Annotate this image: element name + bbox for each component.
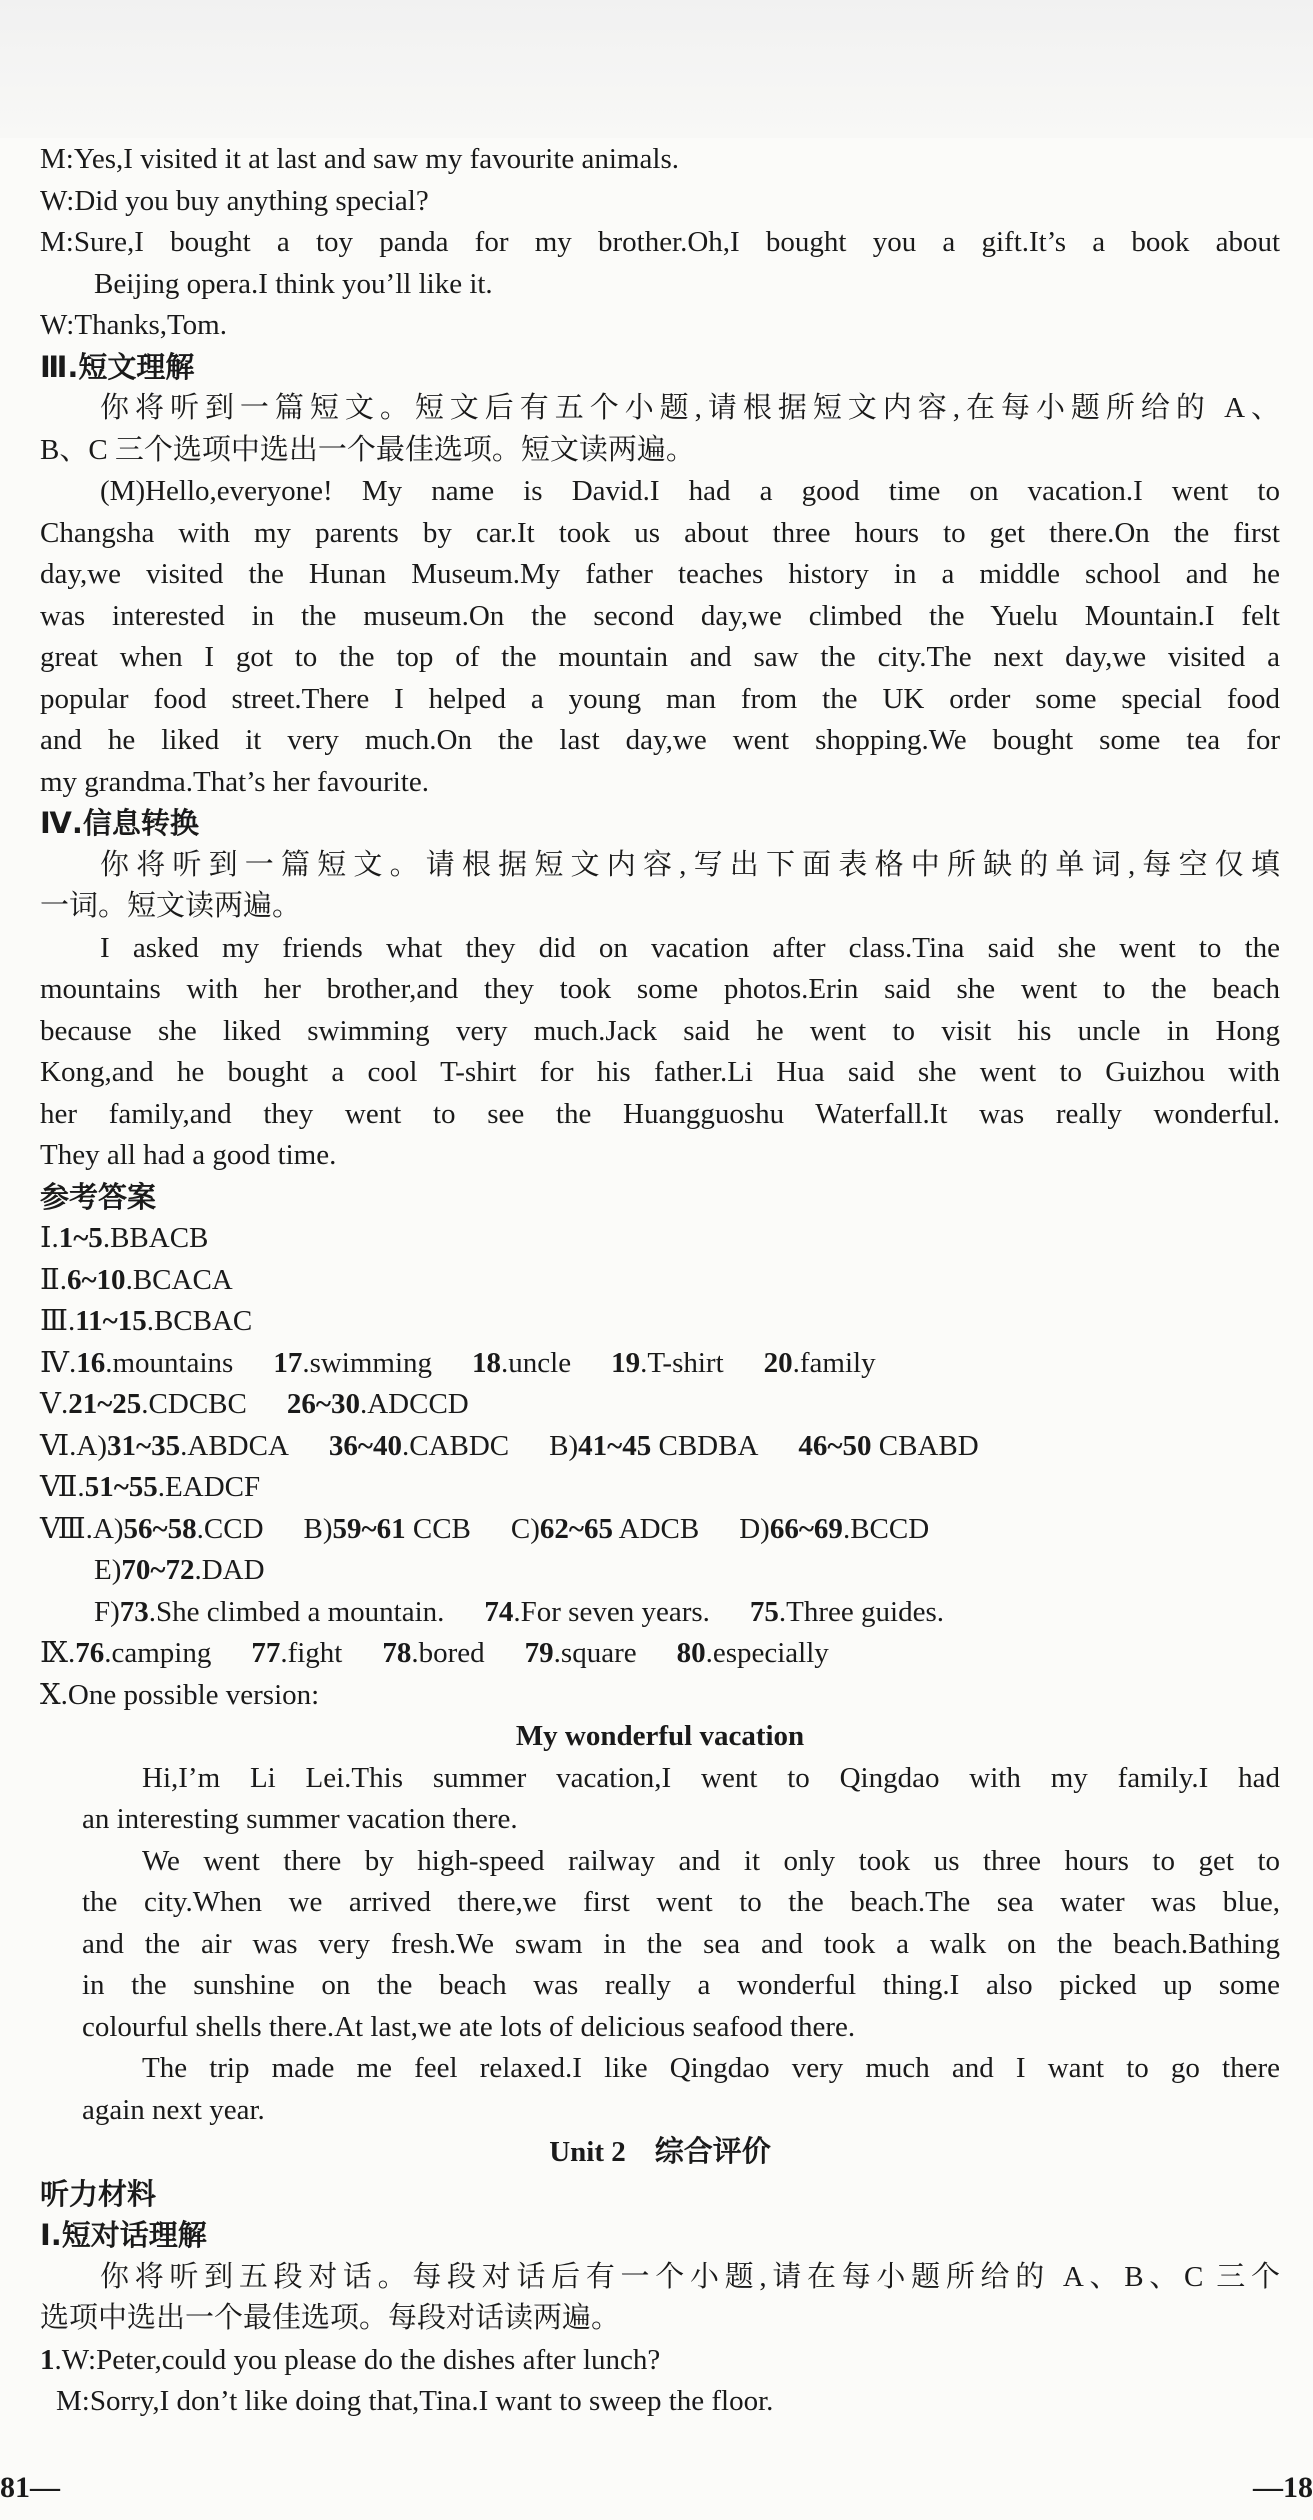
section-heading: Ⅲ.短文理解: [40, 349, 195, 384]
answer-key: [40, 1177, 1280, 1717]
essay-title: My wonderful vacation: [515, 1720, 805, 1752]
dialog-line: M:Sure,I bought a toy panda for my brother.Oh,I bought you a gift.It’s a book about: [40, 226, 1280, 258]
instruction-line: 你将听到一篇短文。短文后有五个小题,请根据短文内容,在每小题所给的 A、: [100, 392, 1280, 424]
question-1-m: M:Sorry,I don’t like doing that,Tina.I want to sweep the floor.: [56, 2385, 774, 2417]
passage-line: (M)Hello,everyone! My name is David.I had a good time on vacation.I went to: [100, 475, 1280, 507]
instruction-line: 一词。短文读两遍。: [40, 890, 302, 922]
section-heading: Ⅳ.信息转换: [40, 806, 199, 840]
passage-line: was interested in the museum.On the second day,we climbed the Yuelu Mountain.I felt: [40, 599, 1280, 632]
answer-row: Ⅶ.51~55.EADCF: [40, 1471, 261, 1503]
answer-row: Ⅹ.One possible version:: [40, 1678, 320, 1711]
answer-row: Ⅰ.1~5.BBACB: [40, 1222, 209, 1254]
passage-line: because she liked swimming very much.Jack said he went to visit his uncle in Hong: [40, 1014, 1280, 1047]
dialog-top: [40, 139, 1280, 347]
instruction-line: B、C 三个选项中选出一个最佳选项。短文读两遍。: [40, 433, 695, 466]
dialog-line: Beijing opera.I think you’ll like it.: [94, 267, 493, 300]
answer-row: Ⅳ.16.mountains 17.swimming 18.uncle 19.T-shirt 20.family: [40, 1346, 876, 1379]
passage-line: mountains with her brother,and they took some photos.Erin said she went to the beach: [40, 973, 1280, 1005]
answer-row: E)70~72.DAD: [94, 1554, 265, 1586]
answer-row: F)73.She climbed a mountain. 74.For seven years. 75.Three guides.: [94, 1595, 944, 1628]
instruction-line: 你将听到一篇短文。请根据短文内容,写出下面表格中所缺的单词,每空仅填: [100, 848, 1280, 881]
question-1-w: 1.W:Peter,could you please do the dishes after lunch?: [40, 2343, 661, 2376]
page-number-right: —18: [1253, 2471, 1313, 2504]
passage-line: I asked my friends what they did on vacation after class.Tina said she went to the: [100, 931, 1280, 964]
essay-line: colourful shells there.At last,we ate lots of delicious seafood there.: [82, 2010, 856, 2043]
essay-line: the city.When we arrived there,we first went to the beach.The sea water was blue,: [82, 1886, 1280, 1918]
passage-line: Kong,and he bought a cool T-shirt for his father.Li Hua said she went to Guizhou with: [40, 1056, 1280, 1088]
essay-line: The trip made me feel relaxed.I like Qingdao very much and I want to go there: [142, 2052, 1280, 2084]
passage-line: They all had a good time.: [40, 1139, 337, 1171]
passage-line: my grandma.That’s her favourite.: [40, 765, 429, 798]
section-heading: Ⅰ.短对话理解: [40, 2218, 207, 2252]
essay: [40, 1716, 1280, 2131]
instruction-line: 选项中选出一个最佳选项。每段对话读两遍。: [40, 2302, 621, 2334]
answer-row: Ⅵ.A)31~35.ABDCA 36~40.CABDC B)41~45 CBDBA 46~50 CBABD: [40, 1429, 979, 1462]
page-number-left: 81—: [0, 2471, 60, 2504]
passage-line: Changsha with my parents by car.It took us about three hours to get there.On the first: [40, 516, 1280, 549]
essay-line: an interesting summer vacation there.: [82, 1803, 518, 1835]
document-page: [40, 139, 1280, 2423]
passage-line: day,we visited the Hunan Museum.My father teaches history in a middle school and he: [40, 558, 1280, 590]
answer-row: Ⅷ.A)56~58.CCD B)59~61 CCB C)62~65 ADCB D)66~69.BCCD: [40, 1512, 930, 1545]
essay-line: and the air was very fresh.We swam in the sea and took a walk on the beach.Bathing: [82, 1927, 1280, 1960]
unit-title: Unit 2 综合评价: [549, 2134, 771, 2168]
essay-line: We went there by high-speed railway and it only took us three hours to get to: [142, 1844, 1280, 1877]
answer-row: Ⅴ.21~25.CDCBC 26~30.ADCCD: [40, 1388, 469, 1420]
answer-row: Ⅱ.6~10.BCACA: [40, 1263, 233, 1296]
dialog-line: M:Yes,I visited it at last and saw my favourite animals.: [40, 143, 679, 175]
section-4: [40, 803, 1280, 1177]
passage-line: and he liked it very much.On the last day,we went shopping.We bought some tea for: [40, 724, 1280, 756]
answer-row: Ⅸ.76.camping 77.fight 78.bored 79.square 80.especially: [40, 1637, 829, 1669]
listening-heading: 听力材料: [40, 2176, 157, 2211]
dialog-line: W:Thanks,Tom.: [40, 309, 227, 341]
essay-line: Hi,I’m Li Lei.This summer vacation,I went to Qingdao with my family.I had: [142, 1761, 1280, 1794]
passage-line: popular food street.There I helped a young man from the UK order some special food: [40, 682, 1280, 715]
essay-line: in the sunshine on the beach was really a wonderful thing.I also picked up some: [82, 1969, 1280, 2001]
page-top-shade: [0, 0, 1313, 138]
section-3: [40, 347, 1280, 804]
answer-heading: 参考答案: [40, 1179, 157, 1214]
unit-2: [40, 2131, 1280, 2423]
instruction-line: 你将听到五段对话。每段对话后有一个小题,请在每小题所给的 A、B、C 三个: [100, 2260, 1280, 2293]
answer-row: Ⅲ.11~15.BCBAC: [40, 1305, 253, 1337]
dialog-line: W:Did you buy anything special?: [40, 184, 429, 217]
passage-line: her family,and they went to see the Huangguoshu Waterfall.It was really wonderful.: [40, 1097, 1280, 1130]
passage-line: great when I got to the top of the mountain and saw the city.The next day,we visited a: [40, 641, 1280, 673]
essay-line: again next year.: [82, 2093, 265, 2126]
